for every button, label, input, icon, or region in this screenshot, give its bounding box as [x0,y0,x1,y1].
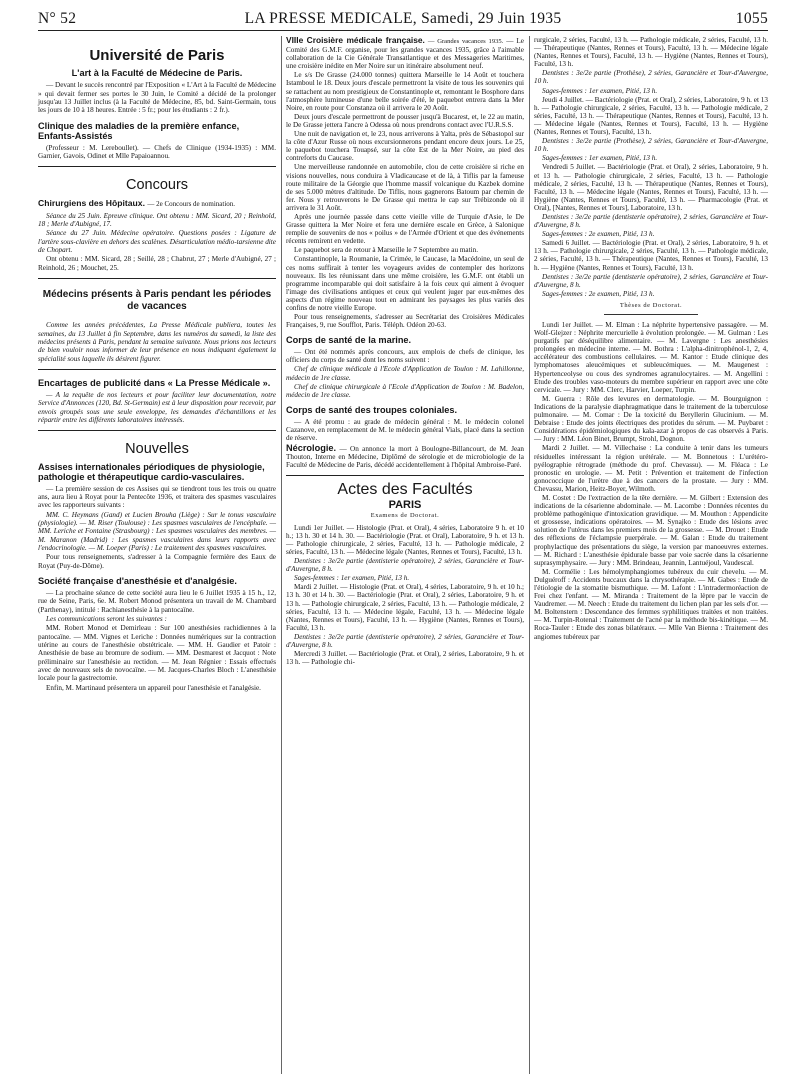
coloniales-text: — A été promu : au grade de médecin général : M. le médecin colonel Cazanove, en remplacement de M. le médecin général Vials, placé dans la section de réserve. [286,417,524,443]
page-header [38,8,768,31]
theses-heading: Thèses de Doctorat. [619,301,683,309]
necrologie-text: — On annonce la mort à Boulogne-Billancourt, de M. Jean Thouton, Interne en Médecine, Diplômé de sérologie et de microbiologie de la Faculté de Médecine de Paris, décédé accidentellement à l'hôpital Ambroise-Paré. [286,445,524,470]
marine-heading: Corps de santé de la marine. [286,335,412,346]
medecins-heading: Médecins présents à Paris pendant les périodes de vacances [42,289,272,313]
paris-heading: PARIS [388,498,422,511]
art-text: — Devant le succès rencontré par l'Exposition « L'Art à la Faculté de Médecine » qui devait fermer ses portes le 30 Juin, le Comité a décidé de la prolonger jusqu'au 13 Juillet inclus (à la Faculté de Médecine, 85, bd. Saint-Germain, tous les jours de 10 à 18 heures. Entrée : 5 fr.; pour les étudiants : 2 fr.). [38,81,276,115]
croisiere-text-5: Une merveilleuse randonnée en automobile, clou de cette croisière si riche en visions nouvelles, nous conduira à Vladicaucase et de là, à Tiflis par la fameuse route militaire de la Géorgie que l'homme massif volcanique du Kazbek domine de ses 5.000 mètres d'altitude. De Tiflis, nous gagnerons Batoum par chemin de fer. Nous y retrouverons le De Grasse qui mettra le cap sur Trébizonde où il arrivera le 31 Août. [286,163,524,212]
chirurgiens-title: Chirurgiens des Hôpitaux. [38,197,145,208]
exam-p1: rurgicale, 2 séries, Faculté, 13 h. — Pathologie médicale, 2 séries, Faculté, 13 h. — Thérapeutique (Nantes, Rennes et Tours), Faculté, 13 h. — Médecine légale (Nantes, Rennes et Tours), Faculté, 13 h. — Hygiène (Nantes, Rennes et Tours), Faculté, 13 h. [534,36,768,69]
column-divider [529,36,530,1074]
section-rule [38,369,276,370]
croisiere-text-4: Une nuit de navigation et, le 23, nous arriverons à Yalta, près de Sébastopol sur la côte d'Azur Russe où nous excursionnerons pendant encore deux jours. Le 25, le paquebot touchera Touapsé, sur la côte Est de la Mer Noire, au pied des contreforts du Caucase. [286,130,524,163]
croisiere-text-1: — Le Comité des G.M.F. organise, pour les grandes vacances 1935, grâce à l'aimable collaboration de la Cie Générale Transatlantique et des Messageries Maritimes, une croisière inédite en Mer Noire sur un itinéraire absolument neuf. [286,37,524,71]
art-heading: L'art à la Faculté de Médecine de Paris. [71,68,243,79]
column-2 [286,36,524,667]
exam-p3: Sages-femmes : 1er examen, Pitié, 13 h. [542,86,658,95]
exam-p12: Sages-femmes : 2e examen, Pitié, 13 h. [542,289,655,298]
exam-p7: Vendredi 5 Juillet. — Bactériologie (Prat. et Oral), 2 séries, Laboratoire, 9 h. et 13 h. — Pathologie chirurgicale, 2 séries, Faculté, 13 h. — Pathologie médicale, 2 séries, Faculté, 13 h. — Thérapeutique (Nantes, Rennes et Tours), Faculté, 13 h. — Médecine légale (Nantes, Rennes et Tours), Faculté, 13 h. — Hygiène (Nantes, Rennes et Tours), Faculté, 13 h. — Pharmacologie (Prat. et Oral), [Nantes, Rennes et Tours], Laboratoire, 13 h. [534,163,768,212]
clinique-text: (Professeur : M. Lereboullet). — Chefs de Clinique (1934-1935) : MM. Garnier, Gavois, Odinet et Mlle Papaioannou. [38,143,276,161]
croisiere-text-9: Pour tous renseignements, s'adresser au Secrétariat des Croisières Médicales Françaises, 9, rue Soufflot, Paris. Téléph. Odéon 20-63. [286,313,524,330]
exam-p4: Jeudi 4 Juillet. — Bactériologie (Prat. et Oral), 2 séries, Laboratoire, 9 h. et 13 h. — Pathologie chirurgicale, 2 séries, Faculté, 13 h. — Pathologie médicale, 2 séries, Faculté, 13 h. — Thérapeutique (Nantes, Rennes et Tours), Faculté, 13 h. — Médecine légale (Nantes, Rennes et Tours), Faculté, 13 h. — Hygiène (Nantes, Rennes et Tours), Faculté, 13 h. [534,95,768,137]
anesth-text: — La prochaine séance de cette société aura lieu le 6 Juillet 1935 à 15 h., 12, rue de Seine, Paris, 6e. M. Robert Monod présentera un travail de M. Chambard (Parthenay), intitulé : Rachianesthésie à la pantocaïne. [38,589,276,614]
assises-text-2: MM. C. Heymans (Gand) et Lucien Brouha (Liège) : Sur le tonus vasculaire (physiologie). — M. Riser (Toulouse) : Les spasmes vasculaires de l'encéphale. — MM. Leriche et Fontaine (Strasbourg) : Les spasmes vasculaires des membres. — M. Maranon (Madrid) : Les spasmes vasculaires dans leurs rapports avec l'endocrinologie. — M. Loeper (Paris) : Le traitement des spasmes vasculaires. [38,510,276,552]
chirurgiens-tail: — 2e Concours de nomination. [147,199,236,208]
lundi-1-sages-femmes: Sages-femmes : 1er examen, Pitié, 13 h. [294,574,410,583]
exam-p10: Samedi 6 Juillet. — Bactériologie (Prat. et Oral), 2 séries, Laboratoire, 9 h. et 13 h. — Pathologie chirurgicale, 2 séries, Faculté, 13 h. — Pathologie médicale, 2 séries, Faculté, 13 h. — Thérapeutique (Nantes, Rennes et Tours), Faculté, 13 h. — Hygiène (Nantes, Rennes et Tours), Faculté, 13 h. [534,239,768,272]
actes-heading: Actes des Facultés [337,481,473,499]
croisiere-heading: VIIIe Croisière médicale française. [286,35,425,45]
mardi-2-text: Mardi 2 Juillet. — Histologie (Prat. et Oral), 4 séries, Laboratoire, 9 h. et 10 h.; 13 h. 30 et 14 h. 30. — Bactériologie (Prat. et Oral), 2 séries, Laboratoire, 9 h. et 13 h. — Pathologie chirurgicale, 2 séries, Faculté, 13 h. — Pathologie médicale, 2 séries, Faculté, 13 h. — Médecine légale, Faculté, 13 h. — Médecine légale (Nantes, Rennes et Tours), Faculté, 13 h. — Hygiène (Nantes, Rennes et Tours), Faculté, 13 h. [286,583,524,632]
marine-text: — Ont été nommés après concours, aux emplois de chefs de clinique, les officiers du corps de santé dont les noms suivent : [286,348,524,365]
clinique-heading: Clinique des maladies de la première enfance, Enfants-Assistés [38,120,240,141]
page-number: 1055 [735,10,768,27]
croisiere-text-3: Deux jours d'escale permettront de pousser jusqu'à Bucarest, et, le 22 au matin, le De Grasse jettera l'ancre à Odessa où nous prendrons contact avec l'U.R.S.S. [286,112,524,129]
theses-rule [604,314,698,315]
marine-text-2: Chef de clinique médicale à l'Ecole d'Application de Toulon : M. Lahillonne, médecin de 1re classe. [286,365,524,382]
croisiere-lead [286,36,524,70]
section-rule [286,475,524,476]
theses-1: Lundi 1er Juillet. — M. Elman : La néphrite hypertensive passagère. — M. Wolf-Glejzer : Néphrite mercurielle à évolution prolongée. — M. Gulman : Les purgatifs par déséquilibre alimentaire. — M. Lavergne : Les anesthésies prolongées en médecine interne. — M. Bothra : L'alpha-dinitrophénol-1, 2, 4, accélérateur des combustions cellulaires. — M. Kantor : Etude clinique des lymphomatoses aleucémiques et subleucémiques. — M. Maugenest : Hypertenceolyse ou cous des syndromes agranulocytaires. — M. Angellini : Etude des troubles vaso-moteurs du membre supérieur en rapport avec une côte cervicale. — Jury : MM. Clerc, Harvier, Loeper, Turpin. [534,321,768,394]
concours-text-3: Ont obtenu : MM. Sicard, 28 ; Seillé, 28 ; Chabrut, 27 ; Merle d'Aubigné, 27 ; Reinhold, 26 ; Mouchet, 25. [38,255,276,272]
journal-title: LA PRESSE MEDICALE, Samedi, 29 Juin 1935 [244,10,562,27]
exam-p6: Sages-femmes : 1er examen, Pitié, 13 h. [542,154,658,163]
coloniales-heading: Corps de santé des troupes coloniales. [286,404,458,415]
croisiere-text-6: Après une journée passée dans cette vieille ville de Turquie d'Asie, le De Grasse quittera la Mer Noire et fera une dernière escale en Grèce, à Salonique remplie de souvenirs de nos « poilus » de l'Armée d'Orient et que des événements récents remirent en vedette. [286,212,524,246]
croisiere-tail: — Grandes vacances 1935. [427,38,504,45]
assises-text: — La première session de ces Assises qui se tiendront tous les trois ou quatre ans, aura lieu à Royat pour la Pentecôte 1936, et traitera des spasmes vasculaires avec les rapporteurs suivants : [38,484,276,510]
column-1 [38,36,276,693]
anesth-text-2: Les communications seront les suivantes : [46,615,167,624]
examens-heading: Examens de Doctorat. [370,511,440,519]
anesth-text-4: Enfin, M. Martinaud présentera un appareil pour l'anesthésie et l'analgésie. [46,683,261,692]
croisiere-text-2: Le s/s De Grasse (24.000 tonnes) quittera Marseille le 14 Août et touchera Istamboul le 18. Deux jours d'escale permettront la visite de tous les souvenirs qui se rattachent au nom prestigieux de Constantinople et, remontant le Bosphore dans l'atmosphère lumineuse d'une belle soirée d'été, le paquebot entrera dans la Mer Noire, en route pour Constanza où il arrivera le 20 Août. [286,71,524,112]
concours-text-2: Séance du 27 Juin. Médecine opératoire. Questions posées : Ligature de l'artère sous-clavière en dehors des scalènes. Désarticulation médio-tarsienne dite de Chopart. [38,229,276,255]
lundi-1-dentistes: Dentistes : 3e/2e partie (dentisterie opératoire), 2 séries, Garancière et Tour-d'Auvergne, 8 h. [286,557,524,574]
theses-3: Mardi 2 Juillet. — M. Villechaise : La conduite à tenir dans les tumeurs résiduelles intéressant la région urétérale. — M. Bonnetous : L'urétéro-pyélographie rétrograde (méthode du prof. Chevassu). — M. Fléaca : Le pronostic en urologie. — M. Petit : Prévention et traitement de l'infection gonococcique de l'urètre due à des cancers de la prostate. — Jury : MM. Chevassu, Marion, Heitz-Boyer, Wilmoth. [534,444,768,493]
exam-p11: Dentistes : 3e/2e partie (dentisterie opératoire), 2 séries, Garancière et Tour-d'Auvergne, 8 h. [534,272,768,289]
encartages-heading: Encartages de publicité dans « La Presse Médicale ». [38,377,271,388]
croisiere-text-7: Le paquebot sera de retour à Marseille le 7 Septembre au matin. [294,246,479,255]
exam-p2: Dentistes : 3e/2e partie (Prothèse), 2 séries, Garancière et Tour-d'Auvergne, 10 h. [534,69,768,86]
assises-heading: Assises internationales périodiques de physiologie, pathologie et thérapeutique cardio-vasculaires. [38,461,265,482]
section-rule [38,166,276,167]
exam-p5: Dentistes : 3e/2e partie (Prothèse), 2 séries, Garancière et Tour-d'Auvergne, 10 h. [534,137,768,154]
column-divider [281,36,282,1074]
croisiere-text-8: Constantinople, la Roumanie, la Crimée, le Caucase, la Macédoine, un seul de ces noms suffirait à tenter les voyageurs avides de contempler des horizons nouveaux. Ils les réunissant dans une même croisière, les G.M.F. ont établi un programme incomparable qui doit satisfaire à la fois ceux qui aiment à évoquer l'image des civilisations antiques et ceux qui veulent juger par eux-mêmes des aspects d'un régime nouveau tout en admirant les paysages les plus variés des confins de notre vieille Europe. [286,255,524,312]
theses-4: M. Costet : De l'extraction de la tête dernière. — M. Gilbert : Extension des indications de la césarienne abdominale. — M. Lacombe : Données récentes du problème pathogénique d'intoxication gravidique. — M. Mouthon : Appendicite et grossesse, indications opératoires. — M. Synajko : Etude des lésions avec solution de l'utérus dans les premiers mois de la grossesse. — M. Drouet : Etude des réflexions de l'éclampsie puerpérale. — M. Galan : Etude du traitement prophylactique des présentations du siège, la version par manoeuvres externes. — M. Richard : L'anesthésie épidurale basse par voie sacrée dans la césarienne suprasymphysaire. — Jury : MM. Brindeau, Jeannin, Lantuéjoul, Vaudescal. [534,493,768,567]
assises-text-3: Pour tous renseignements, s'adresser à la Compagnie fermière des Eaux de Royat (Puy-de-Dôme). [38,553,276,570]
marine-text-3: Chef de clinique chirurgicale à l'Ecole d'Application de Toulon : M. Badelon, médecin de 1re classe. [286,382,524,399]
concours-heading: Concours [125,177,189,194]
theses-2: M. Guerra : Rôle des levures en dermatologie. — M. Bourguignon : Indications de la paralysie diaphragmatique dans le traitement de la tuberculose pulmonaire. — M. Comar : De la toxicité du Beryllerin Glucinium. — M. Debraise : Etude des joints électriques des protides du sérum. — M. Puybaret : Considérations épidémiologiques du kala-azar à propos de cas observés à Paris. — Jury : MM. Léon Binet, Brumpt, Strohl, Dognon. [534,394,768,444]
chirurgiens-heading [38,198,276,209]
section-rule [38,430,276,431]
anesth-heading: Société française d'anesthésie et d'analgésie. [38,576,237,587]
medecins-text: Comme les années précédentes, La Presse Médicale publiera, toutes les semaines, du 13 Juillet à fin Septembre, dans les numéros du samedi, la liste des médecins présents à Paris, pendant la semaine suivante. Nous prions nos lecteurs de bien vouloir nous informer de leur présence en nous indiquant également la spécialité sous laquelle ils désirent figurer. [38,321,276,363]
column-3 [534,36,768,642]
anesth-text-3: MM. Robert Monod et Demirleau : Sur 100 anesthésies rachidiennes à la pantocaïne. — MM. Vignes et Leriche : Données numériques sur la contraction utérine au cours de l'anesthésie obstétricale. — MM. H. Gaudier et Patoir : Anesthésie de base au bromure de sodium. — MM. Desmarest et Jacquot : Note préliminaire sur l'anesthésie au rectidon. — M. Jean Régnier : Essais effectués avec de nouveaux sels de novocaïne. — M. Jacques-Charles Bloch : L'anesthésie locale pour la gastrectomie. [38,624,276,683]
necrologie-heading: Nécrologie. [286,443,337,454]
mercredi-3-text: Mercredi 3 Juillet. — Bactériologie (Prat. et Oral), 2 séries, Laboratoire, 9 h. et 13 h. — Pathologie chi- [286,650,524,667]
section-rule [38,278,276,279]
mardi-2-dentistes: Dentistes : 3e/2e partie (dentisterie opératoire), 2 séries, Garancière et Tour-d'Auvergne, 8 h. [286,632,524,649]
exam-p8: Dentistes : 3e/2e partie (dentisterie opératoire), 2 séries, Garancière et Tour-d'Auvergne, 8 h. [534,212,768,230]
universite-heading: Université de Paris [89,47,225,64]
encartages-text: — A la requête de nos lecteurs et pour faciliter leur documentation, notre Service d'Annonces (120, Bd. St-Germain) est à leur disposition pour recevoir, par envois groupés sous une seule enveloppe, les demandes d'échantillons et les répartir entre les différents laboratoires intéressés. [38,390,276,424]
nouvelles-heading: Nouvelles [125,441,189,458]
lundi-1-text: Lundi 1er Juillet. — Histologie (Prat. et Oral), 4 séries, Laboratoire 9 h. et 10 h.; 13 h. 30 et 14 h. 30. — Bactériologie (Prat. et Oral), Laboratoire, 9 h. et 13 h. — Pathologie chirurgicale, 2 séries, Faculté, 13 h. — Pathologie médicale, 2 séries, Faculté, 13 h. — Médecine légale (Nantes, Rennes et Tours), Faculté, 13 h. [286,523,524,556]
theses-5: M. Cormélie : Les hémolymphangiomes tubéreux du cuir chevelu. — M. Dulguéroff : Accidents buccaux dans la chrysothérapie. — M. Gabes : Etude de l'étiologie de la stomatite bismuthique. — M. Lafont : L'intradermoréaction de Frei chez l'enfant. — M. Miranda : Traitement de la lèpre par le vaccin de Vaudremer. — M. Neech : Etude du traitement du lichen plan par les sels d'or. — M. Boltenstern : Descendance des femmes syphilitiques traitées et non traitées. — M. Turpin-Rotenal : Traitement de l'acné par la méthode bis-kinétique. — M. Roca-Tauler : Etude des zonas bilatéraux. — Mlle Van Bienna : Traitement des angiomes tubéreux par [534,567,768,641]
concours-text-1: Séance du 25 Juin. Epreuve clinique. Ont obtenu : MM. Sicard, 20 ; Reinhold, 18 ; Merle d'Aubigné, 17. [38,211,276,229]
issue-number: N° 52 [38,10,77,27]
exam-p9: Sages-femmes : 2e examen, Pitié, 13 h. [542,230,655,239]
